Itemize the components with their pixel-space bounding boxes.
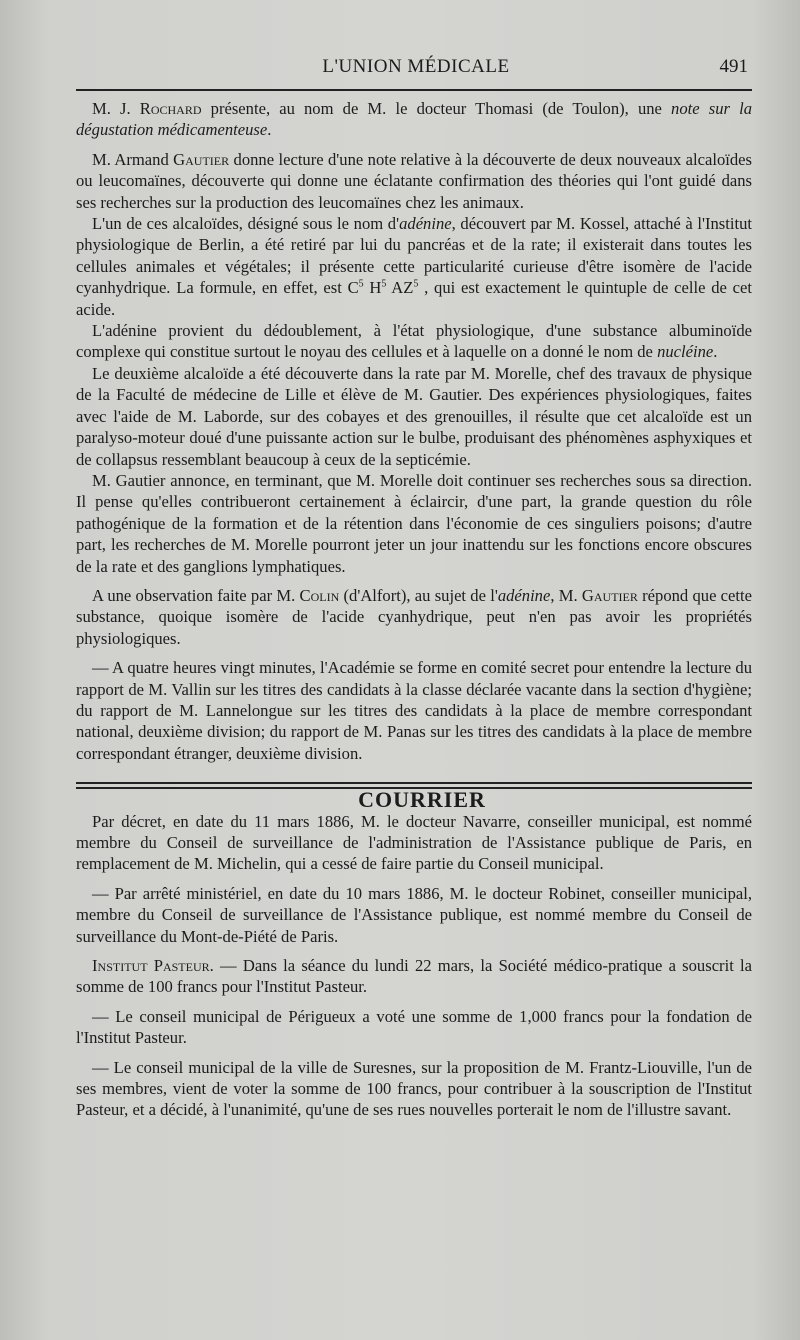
author-name: Gautier xyxy=(173,149,230,169)
paragraph-colin-observation: A une observation faite par M. Colin (d'Alfort), au sujet de l'adénine, M. Gautier répond que cette substance, quoique isomère de l'acide cyanhydrique, peut n'en pas avoir les propriétés physiologiques. xyxy=(76,585,752,648)
paragraph-rochard: M. J. Rochard présente, au nom de M. le docteur Thomasi (de Toulon), une note sur la dégustation médicamenteuse. xyxy=(76,99,752,140)
paragraph-second-alkaloid: Le deuxième alcaloïde a été découverte dans la rate par M. Morelle, chef des travaux de physique de la Faculté de médecine de Lille et élève de M. Gautier. Des expériences physiologiques, faites avec l'aide de M. Laborde, sur des cobayes et des grenouilles, il résulte que cet alcaloïde est un paralyso-moteur doué d'une puissante action sur le bulbe, produisant des phénomènes asphyxiques et de collapsus ressemblant beaucoup à ceux de la septicémie. xyxy=(76,363,752,469)
courrier-item-institut-pasteur: Institut Pasteur. — Dans la séance du lundi 22 mars, la Société médico-pratique a souscrit la somme de 100 francs pour l'Institut Pasteur. xyxy=(76,956,752,997)
paragraph-gautier-conclusion: M. Gautier annonce, en terminant, que M. Morelle doit continuer ses recherches sous sa direction. Il pense qu'elles contribueront certainement à éclaircir, d'une part, la grande question du rôle pathogénique de la formation et de la rétention dans l'économie de ces singuliers poisons; d'autre part, les recherches de M. Morelle pourront jeter un jour inattendu sur les fonctions encore obscures de la rate et des ganglions lymphatiques. xyxy=(76,470,752,576)
author-name: Rochard xyxy=(139,99,202,118)
article-body xyxy=(76,98,752,1121)
note-title: note sur la dégustation médicamenteuse xyxy=(76,99,752,140)
courrier-item-navarre: Par décret, en date du 11 mars 1886, M. le docteur Navarre, conseiller municipal, est nommé membre du Conseil de surveillance de l'administration de l'Assistance publique de Paris, en remplacement de M. Michelin, qui a cessé de faire partie du Conseil municipal. xyxy=(76,811,752,874)
courrier-item-perigueux: — Le conseil municipal de Périgueux a voté une somme de 1,000 francs pour la fondation de l'Institut Pasteur. xyxy=(76,1006,752,1048)
page-header xyxy=(76,56,756,84)
section-title: COURRIER xyxy=(358,787,486,813)
item-lead: Institut Pasteur. xyxy=(92,956,214,976)
running-title: L'UNION MÉDICALE xyxy=(322,56,510,77)
paragraph-nucleine: L'adénine provient du dédoublement, à l'état physiologique, d'une substance albuminoïde complexe qui constitue surtout le noyau des cellules et à laquelle on a donné le nom de nucléine. xyxy=(76,321,752,362)
paragraph-gautier-note: M. Armand Gautier donne lecture d'une note relative à la découverte de deux nouveaux alcaloïdes ou leucomaïnes, découverte qui donne une éclatante confirmation des théories qui l'ont guidé dans ses recherches sur la production des leucomaïnes chez les animaux. xyxy=(76,149,752,212)
header-rule xyxy=(76,89,752,91)
courrier-item-robinet: — Par arrêté ministériel, en date du 10 mars 1886, M. le docteur Robinet, conseiller municipal, membre du Conseil de surveillance de l'Assistance publique, est nommé membre du Conseil de surveillance du Mont-de-Piété de Paris. xyxy=(76,883,752,946)
paragraph-comite-secret: — A quatre heures vingt minutes, l'Académie se forme en comité secret pour entendre la lecture du rapport de M. Vallin sur les titres des candidats à la classe déclarée vacante dans la section d'hygiène; du rapport de M. Lannelongue sur les titres des candidats à la place de membre correspondant national, deuxième division; du rapport de M. Panas sur les titres des candidats à la place de membre correspondant étranger, deuxième division. xyxy=(76,658,752,763)
page-number: 491 xyxy=(719,56,748,77)
courrier-item-suresnes: — Le conseil municipal de la ville de Suresnes, sur la proposition de M. Frantz-Liouville, l'un de ses membres, vient de voter la somme de 100 francs, pour contribuer à la souscription de l'Institut Pasteur, et a décidé, à l'unanimité, qu'une de ses rues nouvelles porterait le nom de l'illustre savant. xyxy=(76,1057,752,1120)
paragraph-adenine: L'un de ces alcaloïdes, désigné sous le nom d'adénine, découvert par M. Kossel, attaché à l'Institut physiologique de Berlin, a été retiré par lui du pancréas et de la rate; il existerait dans toutes les cellules animales et végétales; il présente cette particularité curieuse d'être isomère de l'acide cyanhydrique. La formule, en effet, est $C^5$ $H^5$ $AZ^5$ , qui est exactement le quintuple de celle de cet acide. xyxy=(76,214,752,319)
